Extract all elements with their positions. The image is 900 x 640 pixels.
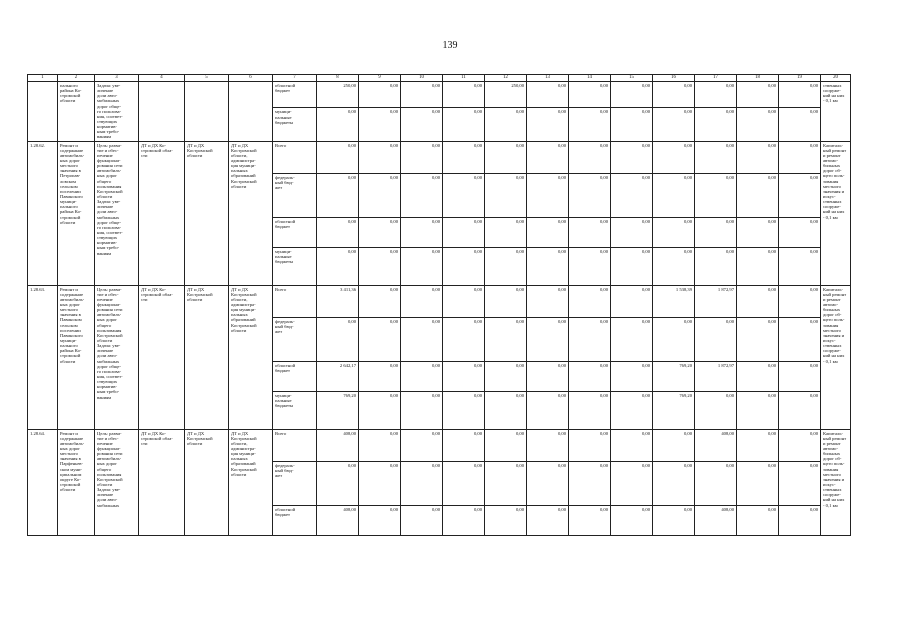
- amount-cell: 0,00: [695, 108, 737, 141]
- amount-cell: 0,00: [569, 391, 611, 429]
- amount-cell: 0,00: [359, 505, 401, 535]
- amount-cell: 0,00: [443, 108, 485, 141]
- amount-cell: 0,00: [317, 108, 359, 141]
- measure-name: Ремонт и содержание автомобиль- ных дорог местного значения в Парфеньев- ском муни- ципальном округе Ко- стромской области: [58, 429, 95, 535]
- responsible-executor: ДТ и ДХ Ко- стромской обла- сти: [139, 429, 185, 535]
- measure-name: Ремонт и содержание автомобиль- ных дорог местного значения в Павинском сельском поселении Павинского муници- пального района Ко- стромской области: [58, 285, 95, 429]
- expected-result: Капиталь- ный ремонт и ремонт автомо- бильных дорог об- щего поль- зования местного значения и искус- ственных сооруже- ний на них - 0,1 км: [821, 429, 851, 535]
- column-header: 9: [359, 75, 401, 82]
- funding-source: Всего: [273, 141, 317, 173]
- amount-cell: 0,00: [569, 247, 611, 285]
- amount-cell: 0,00: [779, 285, 821, 317]
- amount-cell: 0,00: [401, 82, 443, 108]
- amount-cell: 0,00: [611, 173, 653, 217]
- header-row: [28, 75, 851, 82]
- amount-cell: 0,00: [527, 217, 569, 247]
- amount-cell: 0,00: [737, 247, 779, 285]
- amount-cell: 0,00: [611, 361, 653, 391]
- expected-result: Капиталь- ный ремонт и ремонт автомо- бильных дорог об- щего поль- зования местного значения и искус- ственных сооруже- ний на них - 0,1 км: [821, 141, 851, 285]
- column-header: 12: [485, 75, 527, 82]
- amount-cell: 769,20: [653, 361, 695, 391]
- amount-cell: 408,00: [317, 429, 359, 461]
- amount-cell: 408,00: [695, 429, 737, 461]
- amount-cell: 0,00: [401, 505, 443, 535]
- amount-cell: 0,00: [317, 173, 359, 217]
- amount-cell: 0,00: [653, 108, 695, 141]
- amount-cell: 0,00: [317, 141, 359, 173]
- amount-cell: 0,00: [401, 108, 443, 141]
- amount-cell: 0,00: [527, 391, 569, 429]
- amount-cell: 0,00: [443, 317, 485, 361]
- amount-cell: 0,00: [695, 317, 737, 361]
- amount-cell: 0,00: [317, 217, 359, 247]
- item-number: 1.28.62.: [28, 141, 58, 285]
- funding-source: областной бюджет: [273, 217, 317, 247]
- amount-cell: 0,00: [443, 173, 485, 217]
- amount-cell: 0,00: [653, 141, 695, 173]
- amount-cell: 0,00: [443, 285, 485, 317]
- amount-cell: 0,00: [779, 141, 821, 173]
- amount-cell: 0,00: [401, 361, 443, 391]
- amount-cell: 0,00: [443, 391, 485, 429]
- expected-result: ственных сооруже- ний на них - 0,1 км: [821, 82, 851, 142]
- amount-cell: 0,00: [611, 141, 653, 173]
- participants: ДТ и ДХ Костромской области, администра- ция муници- пальных образований Костромской области: [229, 285, 273, 429]
- funding-source: федераль- ный бюд- жет: [273, 173, 317, 217]
- amount-cell: 0,00: [401, 141, 443, 173]
- amount-cell: 0,00: [401, 217, 443, 247]
- amount-cell: 0,00: [569, 141, 611, 173]
- amount-cell: 0,00: [485, 429, 527, 461]
- amount-cell: 0,00: [527, 505, 569, 535]
- amount-cell: 0,00: [527, 285, 569, 317]
- amount-cell: 0,00: [401, 285, 443, 317]
- amount-cell: 0,00: [359, 391, 401, 429]
- amount-cell: 0,00: [695, 82, 737, 108]
- funding-source: Всего: [273, 285, 317, 317]
- amount-cell: 769,20: [653, 391, 695, 429]
- amount-cell: 0,00: [359, 217, 401, 247]
- amount-cell: 0,00: [359, 141, 401, 173]
- amount-cell: 0,00: [527, 108, 569, 141]
- measure-name: пального района Ко- стромской области: [58, 82, 95, 142]
- amount-cell: 0,00: [569, 505, 611, 535]
- item-number: [28, 82, 58, 142]
- amount-cell: 3 411,36: [317, 285, 359, 317]
- amount-cell: 0,00: [401, 317, 443, 361]
- amount-cell: 0,00: [779, 461, 821, 505]
- column-header: 8: [317, 75, 359, 82]
- amount-cell: 0,00: [569, 317, 611, 361]
- amount-cell: 0,00: [485, 247, 527, 285]
- amount-cell: 0,00: [653, 82, 695, 108]
- amount-cell: 0,00: [527, 82, 569, 108]
- column-header: 1: [28, 75, 58, 82]
- amount-cell: 1 872,97: [695, 285, 737, 317]
- amount-cell: 0,00: [443, 361, 485, 391]
- measure-name: Ремонт и содержание автомобиль- ных дорог местного значения в Петропав- ловском сельском поселении Павинского муници- пального района Ко- стромской области: [58, 141, 95, 285]
- amount-cell: 0,00: [653, 317, 695, 361]
- item-number: 1.28.63.: [28, 285, 58, 429]
- amount-cell: 0,00: [443, 429, 485, 461]
- goal-task: Цель: разви- тие и обес- печение функциони- рования сети автомобиль- ных дорог общего пользования Костромской области Задача: уве- личение доли авто- мобильных дорог обще- го пользова- ния, соответ- ствующих норматив- ным требо- ваниям: [95, 141, 139, 285]
- amount-cell: 0,00: [611, 429, 653, 461]
- responsible-executor: [139, 82, 185, 142]
- amount-cell: 0,00: [359, 108, 401, 141]
- amount-cell: 0,00: [611, 285, 653, 317]
- amount-cell: 0,00: [737, 285, 779, 317]
- amount-cell: 0,00: [737, 317, 779, 361]
- column-header: 17: [695, 75, 737, 82]
- customer: ДТ и ДХ Костромской области: [185, 285, 229, 429]
- amount-cell: 0,00: [779, 173, 821, 217]
- amount-cell: 0,00: [527, 247, 569, 285]
- amount-cell: 0,00: [527, 429, 569, 461]
- amount-cell: 0,00: [779, 317, 821, 361]
- amount-cell: 0,00: [401, 391, 443, 429]
- amount-cell: 0,00: [737, 217, 779, 247]
- amount-cell: 0,00: [653, 429, 695, 461]
- amount-cell: 0,00: [569, 217, 611, 247]
- amount-cell: 0,00: [485, 141, 527, 173]
- amount-cell: 0,00: [737, 505, 779, 535]
- amount-cell: 0,00: [485, 285, 527, 317]
- amount-cell: 0,00: [779, 429, 821, 461]
- amount-cell: 0,00: [737, 141, 779, 173]
- amount-cell: 0,00: [695, 173, 737, 217]
- amount-cell: 0,00: [485, 461, 527, 505]
- amount-cell: 0,00: [527, 361, 569, 391]
- amount-cell: 0,00: [611, 505, 653, 535]
- page-number: 139: [442, 40, 458, 51]
- amount-cell: 0,00: [359, 461, 401, 505]
- customer: ДТ и ДХ Костромской области: [185, 141, 229, 285]
- amount-cell: 0,00: [779, 505, 821, 535]
- column-header: 2: [58, 75, 95, 82]
- amount-cell: 408,00: [695, 505, 737, 535]
- column-header: 3: [95, 75, 139, 82]
- table-row: [28, 141, 851, 173]
- amount-cell: 0,00: [485, 391, 527, 429]
- amount-cell: 0,00: [569, 461, 611, 505]
- amount-cell: 0,00: [695, 391, 737, 429]
- amount-cell: 0,00: [485, 317, 527, 361]
- amount-cell: 0,00: [653, 247, 695, 285]
- column-header: 6: [229, 75, 273, 82]
- amount-cell: 0,00: [737, 108, 779, 141]
- amount-cell: 0,00: [359, 317, 401, 361]
- amount-cell: 0,00: [737, 429, 779, 461]
- amount-cell: 0,00: [317, 247, 359, 285]
- amount-cell: 0,00: [611, 317, 653, 361]
- customer: [185, 82, 229, 142]
- amount-cell: 0,00: [569, 285, 611, 317]
- amount-cell: 0,00: [569, 361, 611, 391]
- column-header: 13: [527, 75, 569, 82]
- column-header: 4: [139, 75, 185, 82]
- amount-cell: 0,00: [779, 247, 821, 285]
- amount-cell: 0,00: [401, 247, 443, 285]
- amount-cell: 0,00: [695, 461, 737, 505]
- column-header: 10: [401, 75, 443, 82]
- amount-cell: 408,00: [317, 505, 359, 535]
- amount-cell: 2 642,17: [317, 361, 359, 391]
- funding-source: муници- пальные бюджеты: [273, 391, 317, 429]
- amount-cell: 0,00: [527, 317, 569, 361]
- amount-cell: 0,00: [611, 108, 653, 141]
- amount-cell: 0,00: [401, 173, 443, 217]
- amount-cell: 0,00: [737, 82, 779, 108]
- amount-cell: 0,00: [485, 505, 527, 535]
- amount-cell: 0,00: [401, 429, 443, 461]
- amount-cell: 0,00: [737, 173, 779, 217]
- amount-cell: 250,00: [485, 82, 527, 108]
- column-header: 19: [779, 75, 821, 82]
- amount-cell: 0,00: [611, 247, 653, 285]
- amount-cell: 0,00: [779, 361, 821, 391]
- amount-cell: 0,00: [737, 361, 779, 391]
- amount-cell: 0,00: [527, 461, 569, 505]
- amount-cell: 0,00: [359, 173, 401, 217]
- table-row: [28, 429, 851, 461]
- amount-cell: 0,00: [611, 82, 653, 108]
- amount-cell: 0,00: [443, 247, 485, 285]
- amount-cell: 0,00: [653, 505, 695, 535]
- funding-source: областной бюджет: [273, 82, 317, 108]
- responsible-executor: ДТ и ДХ Ко- стромской обла- сти: [139, 285, 185, 429]
- amount-cell: 0,00: [695, 247, 737, 285]
- amount-cell: 769,20: [317, 391, 359, 429]
- amount-cell: 0,00: [569, 173, 611, 217]
- column-header: 15: [611, 75, 653, 82]
- funding-source: муници- пальные бюджеты: [273, 247, 317, 285]
- amount-cell: 0,00: [485, 108, 527, 141]
- amount-cell: 0,00: [527, 173, 569, 217]
- participants: ДТ и ДХ Костромской области, администра- ция муници- пальных образований Костромской области: [229, 429, 273, 535]
- amount-cell: 0,00: [611, 217, 653, 247]
- column-header: 11: [443, 75, 485, 82]
- amount-cell: 1 538,39: [653, 285, 695, 317]
- amount-cell: 0,00: [653, 217, 695, 247]
- amount-cell: 0,00: [359, 247, 401, 285]
- amount-cell: 0,00: [443, 217, 485, 247]
- amount-cell: 0,00: [443, 82, 485, 108]
- amount-cell: 0,00: [485, 361, 527, 391]
- amount-cell: 0,00: [485, 173, 527, 217]
- amount-cell: 0,00: [695, 217, 737, 247]
- amount-cell: 1 872,97: [695, 361, 737, 391]
- column-header: 16: [653, 75, 695, 82]
- amount-cell: 0,00: [695, 141, 737, 173]
- amount-cell: 250,00: [317, 82, 359, 108]
- item-number: 1.28.64.: [28, 429, 58, 535]
- amount-cell: 0,00: [443, 461, 485, 505]
- expected-result: Капиталь- ный ремонт и ремонт автомо- бильных дорог об- щего поль- зования местного значения и искус- ственных сооруже- ний на них - 0,1 км: [821, 285, 851, 429]
- funding-source: Всего: [273, 429, 317, 461]
- table-row: [28, 82, 851, 108]
- funding-source: федераль- ный бюд- жет: [273, 461, 317, 505]
- funding-source: областной бюджет: [273, 361, 317, 391]
- table-row: [28, 285, 851, 317]
- column-header: 20: [821, 75, 851, 82]
- amount-cell: 0,00: [401, 461, 443, 505]
- funding-source: областной бюджет: [273, 505, 317, 535]
- goal-task: Цель: разви- тие и обес- печение функциони- рования сети автомобиль- ных дорог общего пользования Костромской области Задача: уве- личение доли авто- мобильных дорог обще- го пользова- ния, соответ- ствующих норматив- ным требо- ваниям: [95, 285, 139, 429]
- amount-cell: 0,00: [569, 82, 611, 108]
- budget-table: [27, 74, 851, 536]
- amount-cell: 0,00: [359, 429, 401, 461]
- amount-cell: 0,00: [779, 391, 821, 429]
- participants: ДТ и ДХ Костромской области, администра- ция муници- пальных образований Костромской области: [229, 141, 273, 285]
- amount-cell: 0,00: [569, 108, 611, 141]
- amount-cell: 0,00: [317, 317, 359, 361]
- funding-source: муници- пальные бюджеты: [273, 108, 317, 141]
- customer: ДТ и ДХ Костромской области: [185, 429, 229, 535]
- responsible-executor: ДТ и ДХ Ко- стромской обла- сти: [139, 141, 185, 285]
- amount-cell: 0,00: [611, 461, 653, 505]
- goal-task: Задача: уве- личение доли авто- мобильных дорог обще- го пользова- ния, соответ- ствующих норматив- ным требо- ваниям: [95, 82, 139, 142]
- amount-cell: 0,00: [653, 173, 695, 217]
- amount-cell: 0,00: [443, 141, 485, 173]
- column-header: 18: [737, 75, 779, 82]
- amount-cell: 0,00: [317, 461, 359, 505]
- amount-cell: 0,00: [737, 391, 779, 429]
- participants: [229, 82, 273, 142]
- goal-task: Цель: разви- тие и обес- печение функциони- рования сети автомобиль- ных дорог общего пользования Костромской области Задача: уве- личение доли авто- мобильных: [95, 429, 139, 535]
- amount-cell: 0,00: [611, 391, 653, 429]
- amount-cell: 0,00: [359, 361, 401, 391]
- amount-cell: 0,00: [653, 461, 695, 505]
- amount-cell: 0,00: [485, 217, 527, 247]
- amount-cell: 0,00: [779, 82, 821, 108]
- column-header: 7: [273, 75, 317, 82]
- amount-cell: 0,00: [359, 285, 401, 317]
- amount-cell: 0,00: [443, 505, 485, 535]
- amount-cell: 0,00: [527, 141, 569, 173]
- amount-cell: 0,00: [569, 429, 611, 461]
- amount-cell: 0,00: [737, 461, 779, 505]
- funding-source: федераль- ный бюд- жет: [273, 317, 317, 361]
- amount-cell: 0,00: [359, 82, 401, 108]
- amount-cell: 0,00: [779, 217, 821, 247]
- column-header: 5: [185, 75, 229, 82]
- column-header: 14: [569, 75, 611, 82]
- amount-cell: 0,00: [779, 108, 821, 141]
